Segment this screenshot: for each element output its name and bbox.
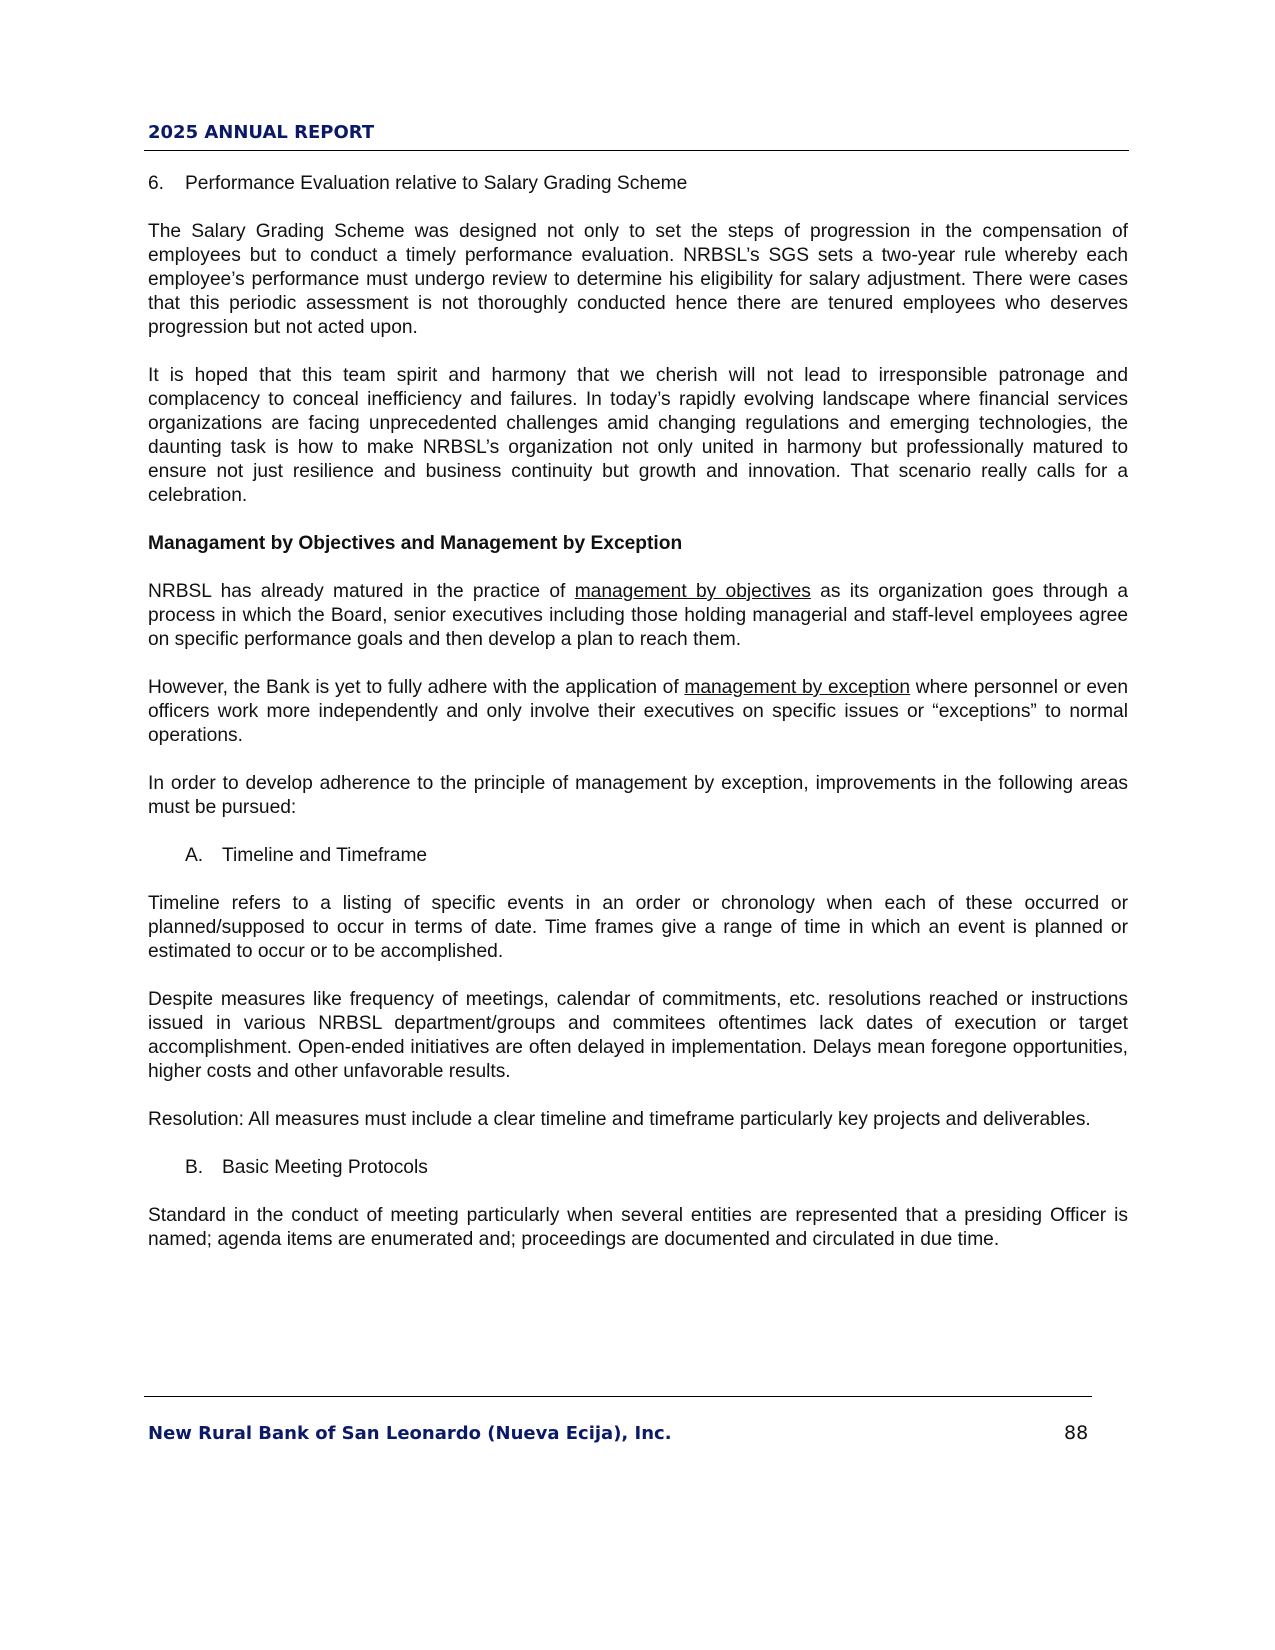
mbe-underlined-term: management by exception	[684, 677, 911, 698]
item-a-paragraph-1: Timeline refers to a listing of specific events in an order or chronology when each of these occurred or planned/supposed to occur in terms of date. Time frames give a range of time in which an event is planned or estimated to occur or to be accomplished.	[148, 893, 1128, 962]
item-b-heading	[185, 1156, 1128, 1180]
item-a-resolution: Resolution: All measures must include a clear timeline and timeframe particularly key projects and deliverables.	[148, 1109, 1091, 1130]
paragraph-improvements: In order to develop adherence to the principle of management by exception, improvements in the following areas must be pursued:	[148, 773, 1128, 818]
item-a-heading	[185, 844, 1128, 868]
section-6-heading	[148, 172, 1128, 196]
heading-mbo-mbe: Managament by Objectives and Management by Exception	[148, 533, 683, 554]
item-b-title: Basic Meeting Protocols	[222, 1157, 428, 1178]
footer-bank-name: New Rural Bank of San Leonardo (Nueva Ecija), Inc.	[148, 1423, 672, 1444]
paragraph-mbo-text-1: NRBSL has already matured in the practice of	[148, 581, 575, 602]
mbo-underlined-term: management by objectives	[574, 581, 811, 602]
paragraph-mbe-text-2: where personnel or even officers work more independently and only involve their executives on specific issues or “exceptions” to normal operations.	[148, 677, 1128, 746]
item-a-paragraph-2: Despite measures like frequency of meetings, calendar of commitments, etc. resolutions reached or instructions issued in various NRBSL department/groups and commitees oftentimes lack dates of execution or target accomplishment. Open-ended initiatives are often delayed in implementation. Delays mean foregone opportunities, higher costs and other unfavorable results.	[148, 989, 1128, 1082]
item-a-letter: A.	[185, 845, 204, 866]
paragraph-mbo-text-2: as its organization goes through a process in which the Board, senior executives including those holding managerial and staff-level employees agree on specific performance goals and then develop a plan to reach them.	[148, 581, 1128, 650]
section-6-body: The Salary Grading Scheme was designed not only to set the steps of progression in the compensation of employees but to conduct a timely performance evaluation. NRBSL’s SGS sets a two-year rule whereby each employee’s performance must undergo review to determine his eligibility for salary adjustment. There were cases that this periodic assessment is not thoroughly conducted hence there are tenured employees who deserves progression but not acted upon.	[148, 221, 1128, 338]
item-b-paragraph-1: Standard in the conduct of meeting particularly when several entities are represented that a presiding Officer is named; agenda items are enumerated and; proceedings are documented and circulated in due time.	[148, 1205, 1128, 1250]
paragraph-mbo	[148, 580, 1128, 652]
page-content	[148, 172, 1128, 1276]
report-title: 2025 ANNUAL REPORT	[148, 122, 375, 143]
header-divider	[144, 150, 1129, 151]
page-number: 88	[1064, 1422, 1089, 1444]
section-6-number: 6.	[148, 173, 165, 194]
section-6-title: Performance Evaluation relative to Salary Grading Scheme	[185, 173, 688, 194]
paragraph-mbe	[148, 676, 1128, 748]
item-a-title: Timeline and Timeframe	[222, 845, 428, 866]
paragraph-mbe-text-1: However, the Bank is yet to fully adhere with the application of	[148, 677, 685, 698]
paragraph-team-spirit: It is hoped that this team spirit and harmony that we cherish will not lead to irresponsible patronage and complacency to conceal inefficiency and failures. In today’s rapidly evolving landscape where financial services organizations are facing unprecedented challenges amid changing regulations and emerging technologies, the daunting task is how to make NRBSL’s organization not only united in harmony but professionally matured to ensure not just resilience and business continuity but growth and innovation. That scenario really calls for a celebration.	[148, 365, 1128, 506]
footer-divider	[144, 1396, 1092, 1397]
item-b-letter: B.	[185, 1157, 204, 1178]
